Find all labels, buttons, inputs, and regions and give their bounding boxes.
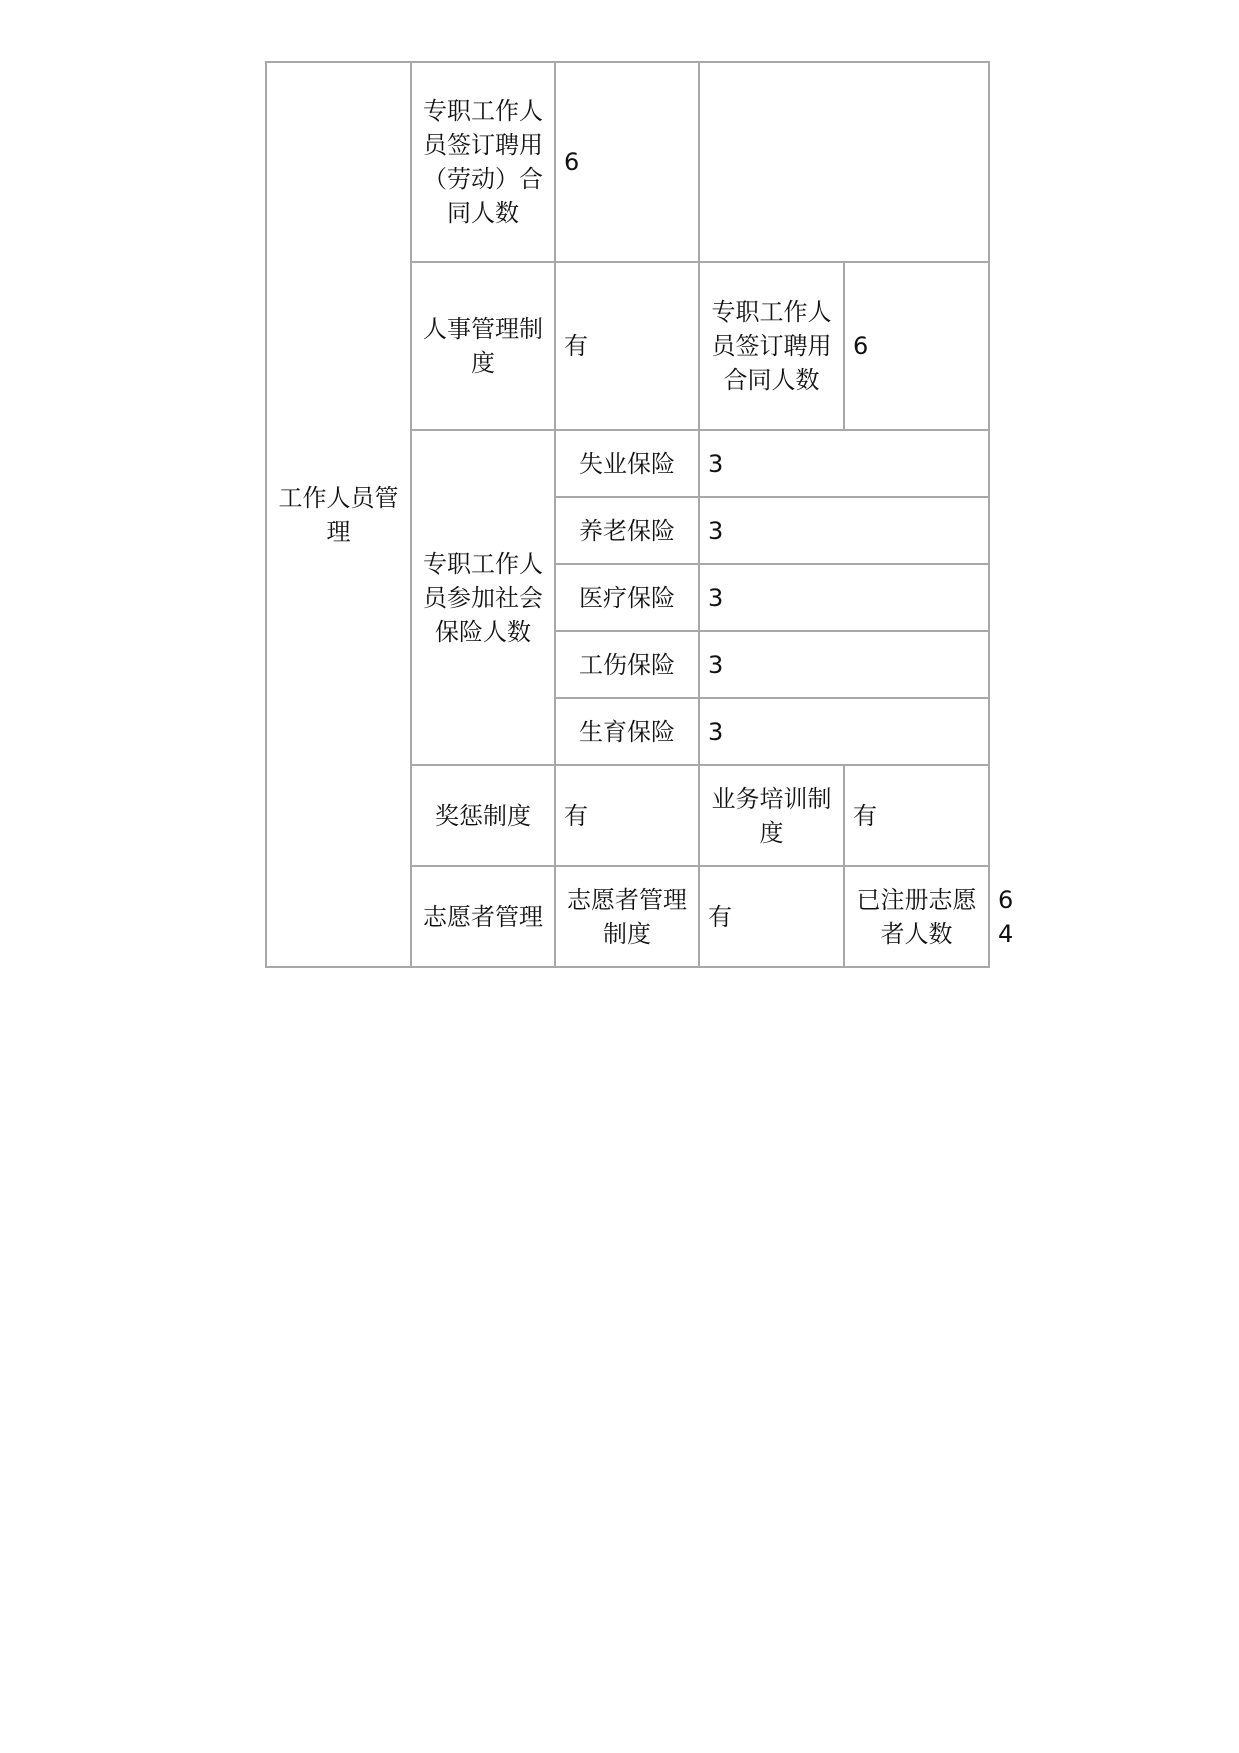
volunteer-management-label: 志愿者管理 <box>411 866 555 967</box>
reward-system-label: 奖惩制度 <box>411 765 555 866</box>
insurance-value: 3 <box>699 430 989 497</box>
contract-count-label: 专职工作人员签订聘用（劳动）合同人数 <box>411 62 555 262</box>
insurance-type: 工伤保险 <box>555 631 699 698</box>
registered-volunteers-label: 已注册志愿者人数 <box>844 866 989 967</box>
insurance-value: 3 <box>699 564 989 631</box>
insurance-type: 养老保险 <box>555 497 699 564</box>
insurance-value: 3 <box>699 497 989 564</box>
table-row <box>266 62 989 262</box>
empty-cell <box>699 62 989 262</box>
social-insurance-label: 专职工作人员参加社会保险人数 <box>411 430 555 765</box>
volunteer-system-value: 有 <box>699 866 844 967</box>
training-system-value: 有 <box>844 765 989 866</box>
hire-contract-label: 专职工作人员签订聘用合同人数 <box>699 262 844 430</box>
staff-management-label: 工作人员管理 <box>266 62 411 967</box>
insurance-value: 3 <box>699 698 989 765</box>
insurance-value: 3 <box>699 631 989 698</box>
volunteer-system-label: 志愿者管理制度 <box>555 866 699 967</box>
hr-system-value: 有 <box>555 262 699 430</box>
reward-system-value: 有 <box>555 765 699 866</box>
training-system-label: 业务培训制度 <box>699 765 844 866</box>
table-row: 志愿者管理 志愿者管理制度 有 已注册志愿者人数 64 <box>266 866 989 967</box>
insurance-type: 医疗保险 <box>555 564 699 631</box>
staff-volunteer-table <box>265 61 1014 968</box>
contract-count-value: 6 <box>555 62 699 262</box>
hr-system-label: 人事管理制度 <box>411 262 555 430</box>
insurance-type: 生育保险 <box>555 698 699 765</box>
insurance-type: 失业保险 <box>555 430 699 497</box>
hire-contract-value: 6 <box>844 262 989 430</box>
